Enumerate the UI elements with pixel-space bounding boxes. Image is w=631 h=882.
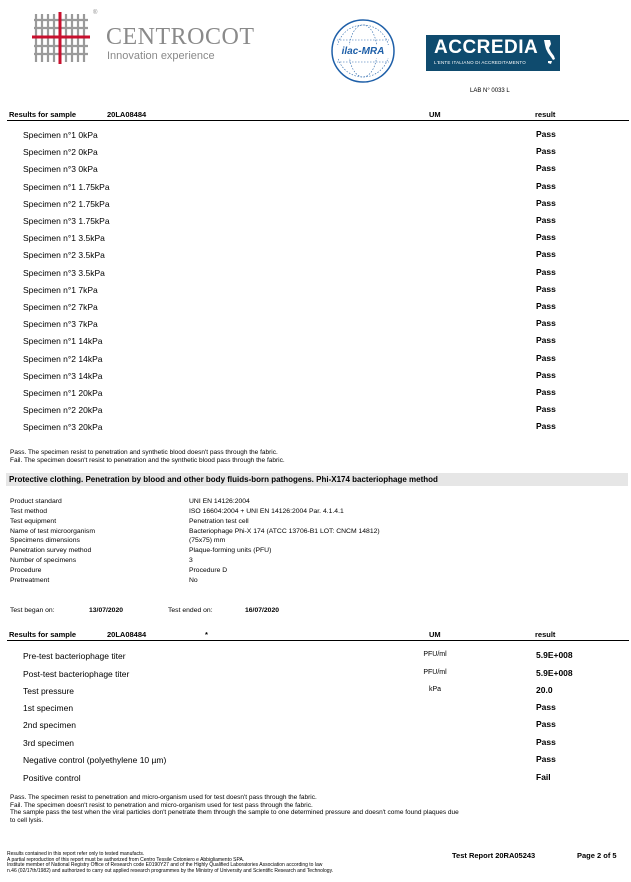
table-row xyxy=(0,735,631,752)
table-row xyxy=(0,351,631,368)
row-label: Specimen n°1 0kPa xyxy=(23,130,98,140)
page-number: Page 2 of 5 xyxy=(577,851,617,860)
info-key: Specimens dimensions xyxy=(10,537,80,545)
company-tagline: Innovation experience xyxy=(107,50,215,62)
row-label: Specimen n°2 20kPa xyxy=(23,405,103,416)
info-key: Name of test microorganism xyxy=(10,527,95,535)
notes1 xyxy=(10,449,285,464)
table-row xyxy=(0,230,631,247)
row-result: Pass xyxy=(536,283,556,294)
row-label: Specimen n°3 0kPa xyxy=(23,164,98,175)
row-result: Pass xyxy=(536,754,556,764)
footer-line: A partial reproduction of this report must be authorized from Centro Tessile Cotoniero e Abbigliamento SPA. xyxy=(7,856,245,863)
row-result: Pass xyxy=(536,702,556,712)
table-row xyxy=(0,265,631,282)
section-title-band xyxy=(6,473,628,486)
row-um: kPa xyxy=(428,686,442,693)
table-row xyxy=(0,282,631,299)
row-label: Specimen n°3 1.75kPa xyxy=(23,216,110,226)
info-value: (75x75) mm xyxy=(189,537,226,545)
ilac-mra-logo xyxy=(330,18,396,84)
table-row xyxy=(0,247,631,264)
row-label: Specimen n°3 3.5kPa xyxy=(23,267,105,278)
info-value: UNI EN 14126:2004 xyxy=(189,498,250,505)
table2-header-label: Results for sample xyxy=(9,630,77,639)
note2-pass: Pass. The specimen resist to penetration and micro-organism used for test doesn't pass through the fabric. xyxy=(10,794,317,801)
row-result: 5.9E+008 xyxy=(536,668,573,678)
table-row xyxy=(0,179,631,196)
row-label: Specimen n°1 14kPa xyxy=(23,336,103,347)
info-row xyxy=(0,518,631,528)
test-ended-value: 16/07/2020 xyxy=(245,607,280,614)
info-key: Product standard xyxy=(10,498,62,505)
company-name: CENTROCOT xyxy=(106,24,255,50)
table2-result-header: result xyxy=(535,630,556,639)
table-row xyxy=(0,333,631,350)
table-row xyxy=(0,666,631,683)
test-dates xyxy=(0,607,631,617)
row-result: Pass xyxy=(536,180,556,191)
row-result: Pass xyxy=(536,352,556,363)
row-label: Specimen n°2 14kPa xyxy=(23,353,103,364)
row-result: Pass xyxy=(536,266,556,277)
info-row xyxy=(0,557,631,567)
info-row xyxy=(0,528,631,538)
table1-sample-id: 20LA08484 xyxy=(107,110,147,119)
table-row xyxy=(0,717,631,734)
registered-mark: ® xyxy=(93,10,98,16)
info-key: Test method xyxy=(10,507,48,515)
table2-asterisk: * xyxy=(205,630,208,639)
table-row xyxy=(0,419,631,436)
info-key: Penetration survey method xyxy=(10,547,92,555)
info-row xyxy=(0,498,631,508)
row-label: Specimen n°2 0kPa xyxy=(23,147,98,158)
row-label: Specimen n°2 1.75kPa xyxy=(23,198,110,209)
info-row xyxy=(0,577,631,587)
row-label: 3rd specimen xyxy=(23,738,75,748)
table1-header xyxy=(7,108,629,121)
report-number: Test Report 20RA05243 xyxy=(452,851,536,860)
row-label: 1st specimen xyxy=(23,703,74,713)
row-label: Pre-test bacteriophage titer xyxy=(23,651,126,661)
info-row xyxy=(0,537,631,547)
row-label: Specimen n°1 1.75kPa xyxy=(23,181,110,192)
info-value: Plaque-forming units (PFU) xyxy=(189,547,272,555)
table-row xyxy=(0,368,631,385)
row-result: Pass xyxy=(536,197,556,208)
table-row xyxy=(0,299,631,316)
test-ended-label: Test ended on: xyxy=(168,607,213,614)
row-result: Pass xyxy=(536,421,556,432)
row-result: Pass xyxy=(536,737,556,747)
table-row xyxy=(0,316,631,333)
table2-sample-id: 20LA08484 xyxy=(107,630,147,639)
note-pass: Pass. The specimen resist to penetration and synthetic blood doesn't pass through the fabric. xyxy=(10,449,278,456)
test-began-label: Test began on: xyxy=(10,607,55,614)
table-row xyxy=(0,196,631,213)
row-result: Pass xyxy=(536,719,556,729)
info-value: Bacteriophage Phi-X 174 (ATCC 13706-B1 LOT: CNCM 14812) xyxy=(189,527,380,535)
row-um: PFU/ml xyxy=(423,669,447,676)
table-row xyxy=(0,648,631,665)
row-result: Pass xyxy=(536,369,556,380)
note-fail: Fail. The specimen doesn't resist to penetration and the synthetic blood pass through the fabric. xyxy=(10,456,285,464)
row-label: 2nd specimen xyxy=(23,720,76,730)
info-value: 3 xyxy=(189,557,193,565)
row-result: Fail xyxy=(536,772,551,782)
row-result: Pass xyxy=(536,215,556,225)
centrocot-logo xyxy=(32,10,255,70)
row-result: Pass xyxy=(536,318,556,329)
row-result: Pass xyxy=(536,249,556,260)
row-result: Pass xyxy=(536,387,556,397)
table-row xyxy=(0,770,631,787)
footer-line: n.46 (02/17th/1982) and authorized to carry out applied research programmes by the Ministry of University and Scientific Research and Technology. xyxy=(7,867,334,874)
table-row xyxy=(0,127,631,144)
row-result: Pass xyxy=(536,232,556,243)
table2-um-header: UM xyxy=(429,630,441,639)
row-label: Specimen n°3 14kPa xyxy=(23,370,103,381)
table1-um-header: UM xyxy=(429,110,441,119)
row-label: Specimen n°2 3.5kPa xyxy=(23,250,105,261)
row-label: Specimen n°3 20kPa xyxy=(23,422,103,433)
row-result: Pass xyxy=(536,146,556,157)
table-row xyxy=(0,385,631,402)
table1-header-label: Results for sample xyxy=(9,110,77,119)
info-key: Pretreatment xyxy=(10,576,50,584)
accredia-logo xyxy=(426,35,560,71)
accredia-subtitle: L'ENTE ITALIANO DI ACCREDITAMENTO xyxy=(434,60,526,65)
row-result: 20.0 xyxy=(536,685,553,695)
row-um: PFU/ml xyxy=(423,651,447,658)
note2-criteria: The sample pass the test when the viral particles don't penetrate them through the sample to one determined pressure and doesn't come found plaques due xyxy=(10,809,459,816)
info-key: Number of specimens xyxy=(10,557,77,565)
footer-line: Results contained in this report refer only to tested manufacts. xyxy=(7,851,145,857)
row-label: Specimen n°2 7kPa xyxy=(23,302,98,312)
ilac-label: ilac-MRA xyxy=(341,46,385,57)
row-result: Pass xyxy=(536,163,556,174)
row-label: Specimen n°1 3.5kPa xyxy=(23,233,105,244)
row-result: Pass xyxy=(536,404,556,415)
row-label: Specimen n°1 20kPa xyxy=(23,388,103,398)
table-row xyxy=(0,213,631,230)
italy-map-icon xyxy=(542,39,556,65)
row-result: Pass xyxy=(536,301,556,311)
row-label: Positive control xyxy=(23,773,81,783)
info-value: Penetration test cell xyxy=(189,517,249,525)
info-row xyxy=(0,508,631,518)
notes2 xyxy=(10,794,459,824)
table-row xyxy=(0,683,631,700)
section-title: Protective clothing. Penetration by blood and other body fluids-born pathogens. Phi-X174 bacteriophage method xyxy=(9,475,438,484)
footer-line: Institute member of National Registry Office of Research code E0190Y27 and of the Highly Qualified Laboratories Association according to law xyxy=(7,862,323,869)
table2-header xyxy=(7,628,629,641)
test-began-value: 13/07/2020 xyxy=(89,607,124,614)
row-label: Test pressure xyxy=(23,686,75,696)
info-key: Procedure xyxy=(10,566,42,574)
info-value: ISO 16604:2004 + UNI EN 14126:2004 Par. 4.1.4.1 xyxy=(189,507,344,515)
row-result: Pass xyxy=(536,335,556,346)
accredia-name: ACCREDIA xyxy=(434,37,539,58)
centrocot-mark-icon xyxy=(32,10,92,66)
table-row xyxy=(0,402,631,419)
lab-number: LAB N° 0033 L xyxy=(470,88,510,94)
info-row xyxy=(0,547,631,557)
info-value: Procedure D xyxy=(189,566,228,574)
table1-result-header: result xyxy=(535,110,556,119)
row-label: Specimen n°3 7kPa xyxy=(23,319,98,330)
footer-disclaimer xyxy=(7,852,333,874)
table-row xyxy=(0,700,631,717)
table-row xyxy=(0,161,631,178)
row-label: Negative control (polyethylene 10 µm) xyxy=(23,755,167,765)
row-label: Post-test bacteriophage titer xyxy=(23,669,130,679)
row-result: Pass xyxy=(536,129,556,139)
info-key: Test equipment xyxy=(10,517,57,525)
info-row xyxy=(0,567,631,577)
row-label: Specimen n°1 7kPa xyxy=(23,284,98,295)
row-result: 5.9E+008 xyxy=(536,650,573,660)
note2-criteria-cont: to cell lysis. xyxy=(10,816,44,824)
note2-fail: Fail. The specimen doesn't resist to penetration and micro-organism used for test pass through the fabric. xyxy=(10,801,313,809)
table-row xyxy=(0,752,631,769)
info-value: No xyxy=(189,576,198,584)
table-row xyxy=(0,144,631,161)
